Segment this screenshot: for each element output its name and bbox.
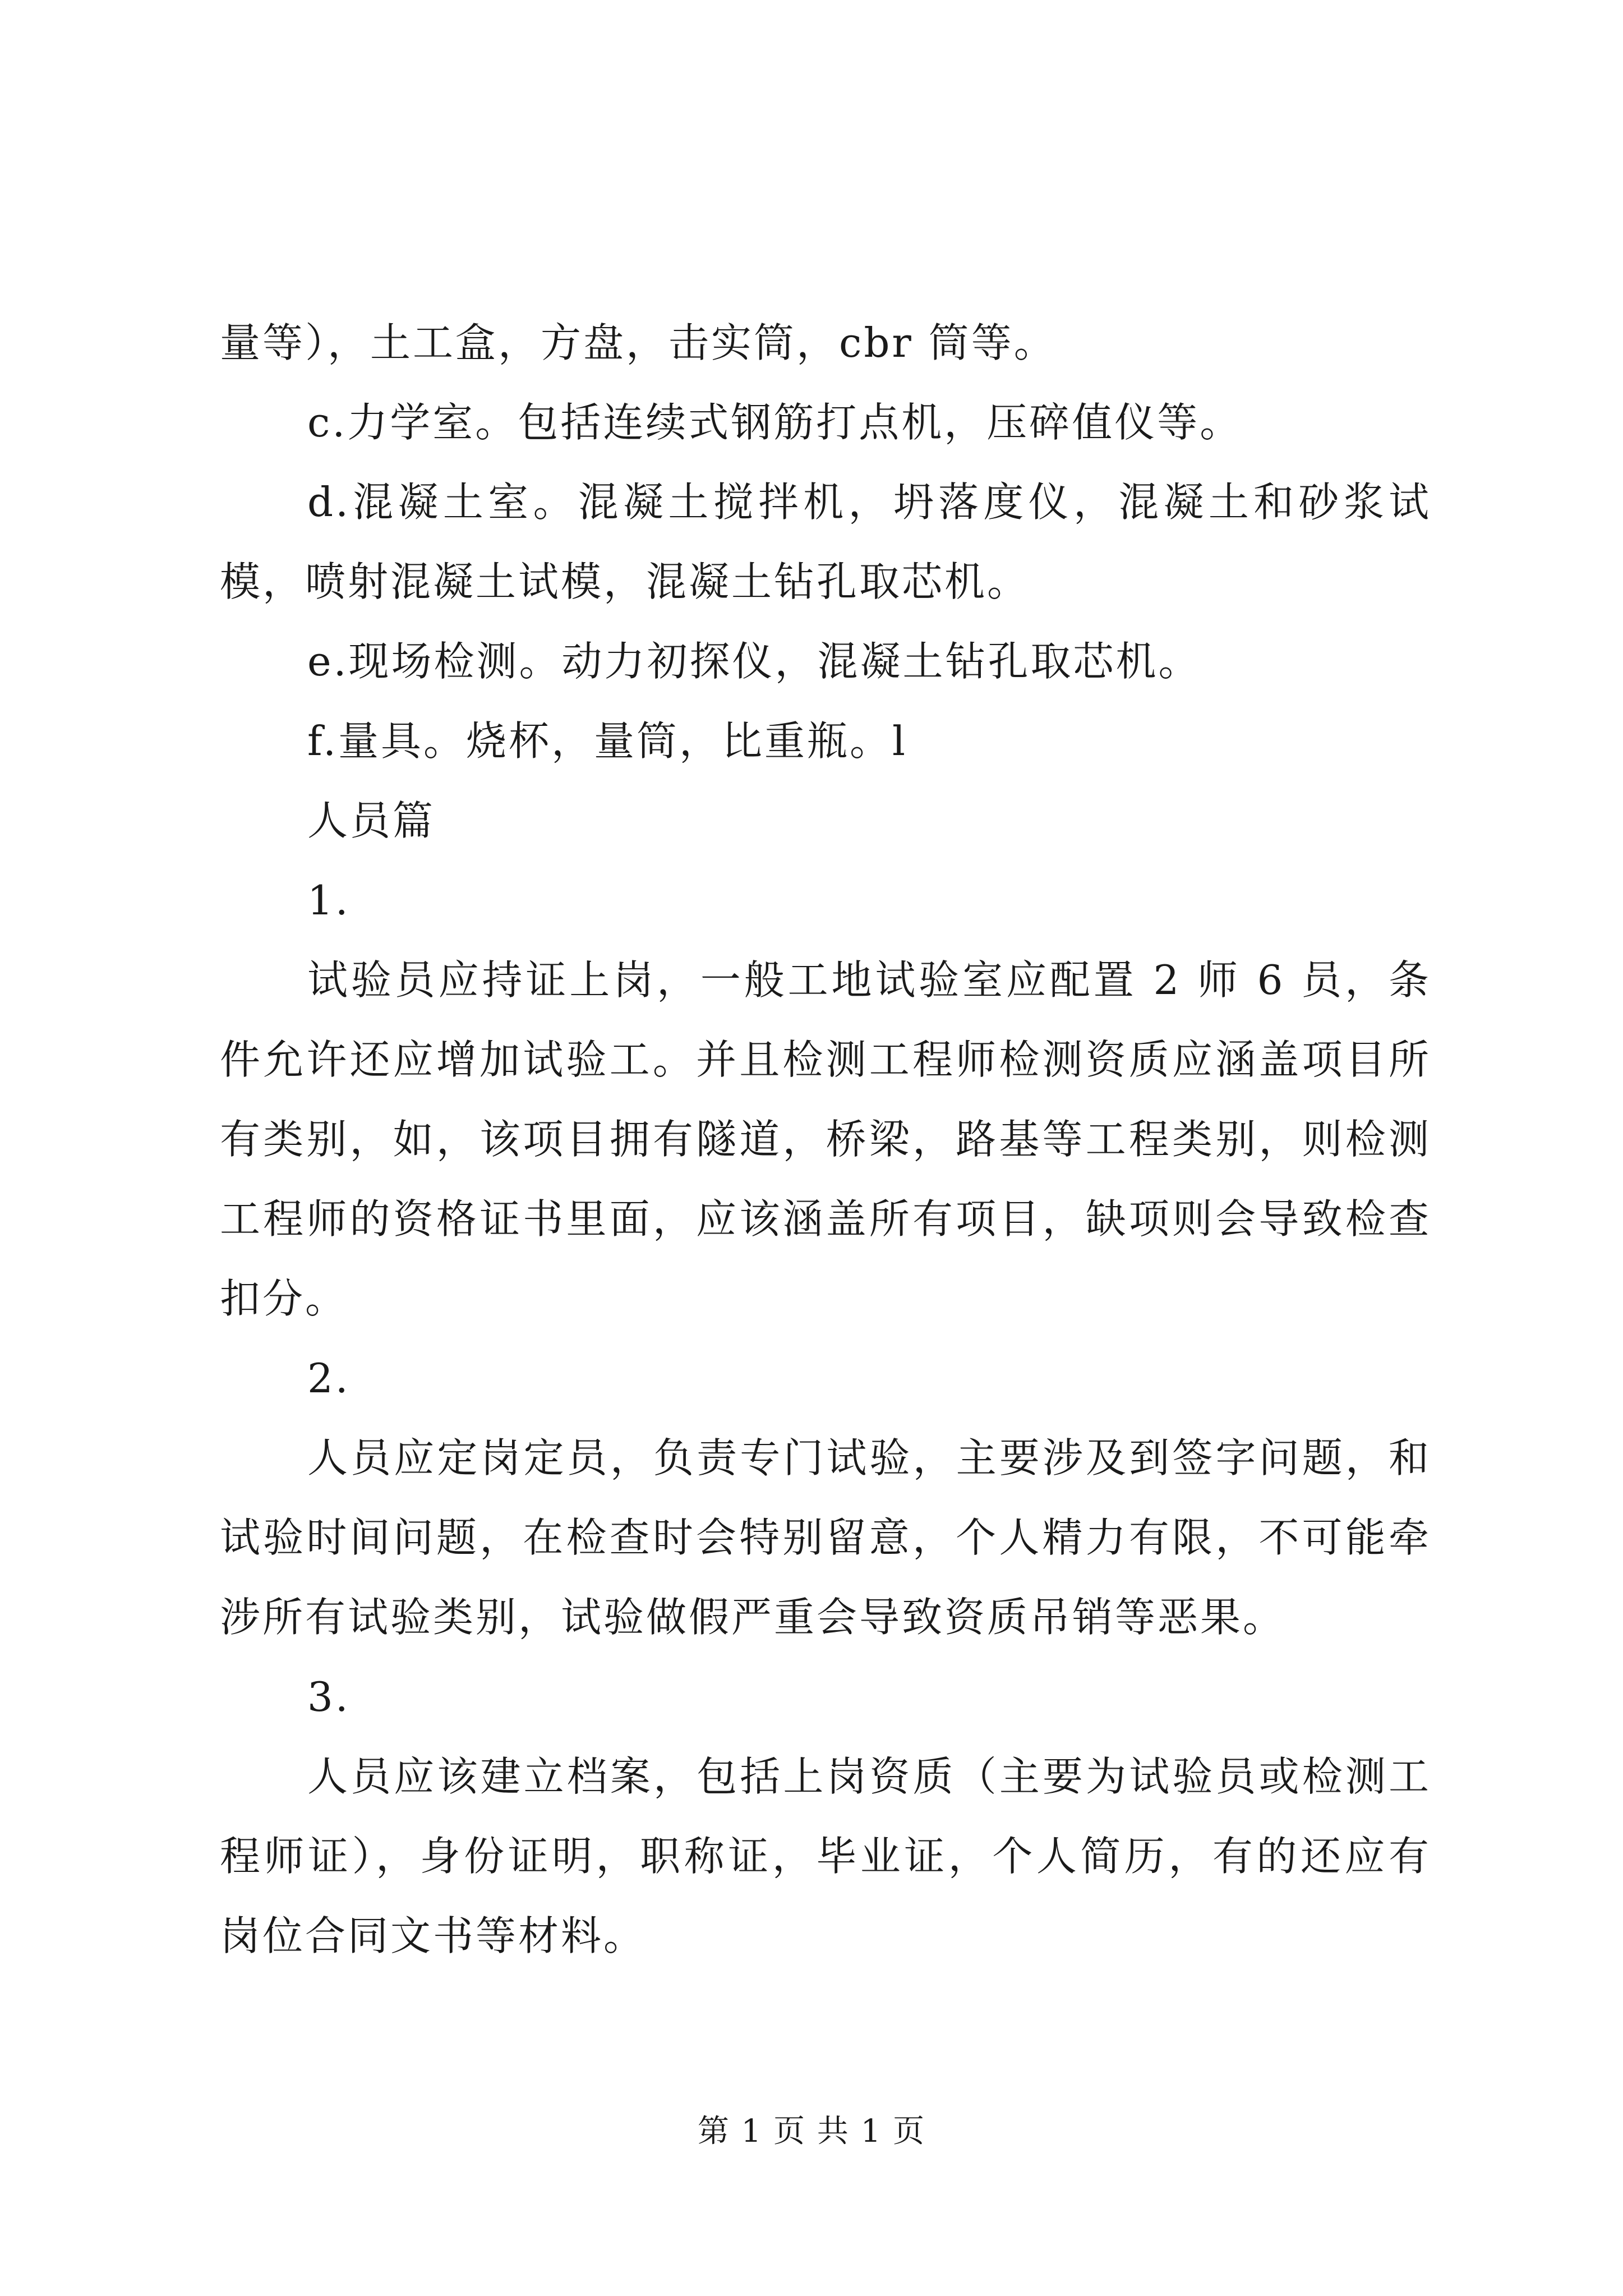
- item-number-2: 2.: [307, 1355, 351, 1402]
- paragraph-3: d.混凝土室。混凝土搅拌机，坍落度仪，混凝土和砂浆试模，喷射混凝土试模，混凝土钻孔取芯机。: [220, 478, 1431, 605]
- paragraph-8: 人员应该建立档案，包括上岗资质（主要为试验员或检测工程师证），身份证明，职称证，毕业证，个人简历，有的还应有岗位合同文书等材料。: [220, 1753, 1431, 1959]
- paragraph-1: 量等），土工盒，方盘，击实筒，cbr 筒等。: [220, 319, 1057, 366]
- paragraph-4: e.现场检测。动力初探仪，混凝土钻孔取芯机。: [307, 638, 1201, 685]
- paragraph-6: 试验员应持证上岗，一般工地试验室应配置 2 师 6 员，条件允许还应增加试验工。并且检测工程师检测资质应涵盖项目所有类别，如，该项目拥有隧道，桥梁，路基等工程类别，则检测工程师的资格证书里面，应该涵盖所有项目，缺项则会导致检查扣分。: [220, 956, 1431, 1322]
- page-footer: 第 1 页 共 1 页: [697, 2113, 926, 2150]
- paragraph-7: 人员应定岗定员，负责专门试验，主要涉及到签字问题，和试验时间问题，在检查时会特别留意，个人精力有限，不可能牵涉所有试验类别，试验做假严重会导致资质吊销等恶果。: [220, 1434, 1431, 1641]
- section-heading: 人员篇: [307, 797, 436, 844]
- item-number-3: 3.: [307, 1673, 351, 1720]
- paragraph-2: c.力学室。包括连续式钢筋打点机，压碎值仪等。: [307, 399, 1243, 446]
- paragraph-5: f.量具。烧杯，量筒，比重瓶。l: [307, 717, 907, 765]
- document-body: [220, 303, 1431, 1976]
- item-number-1: 1.: [307, 877, 351, 924]
